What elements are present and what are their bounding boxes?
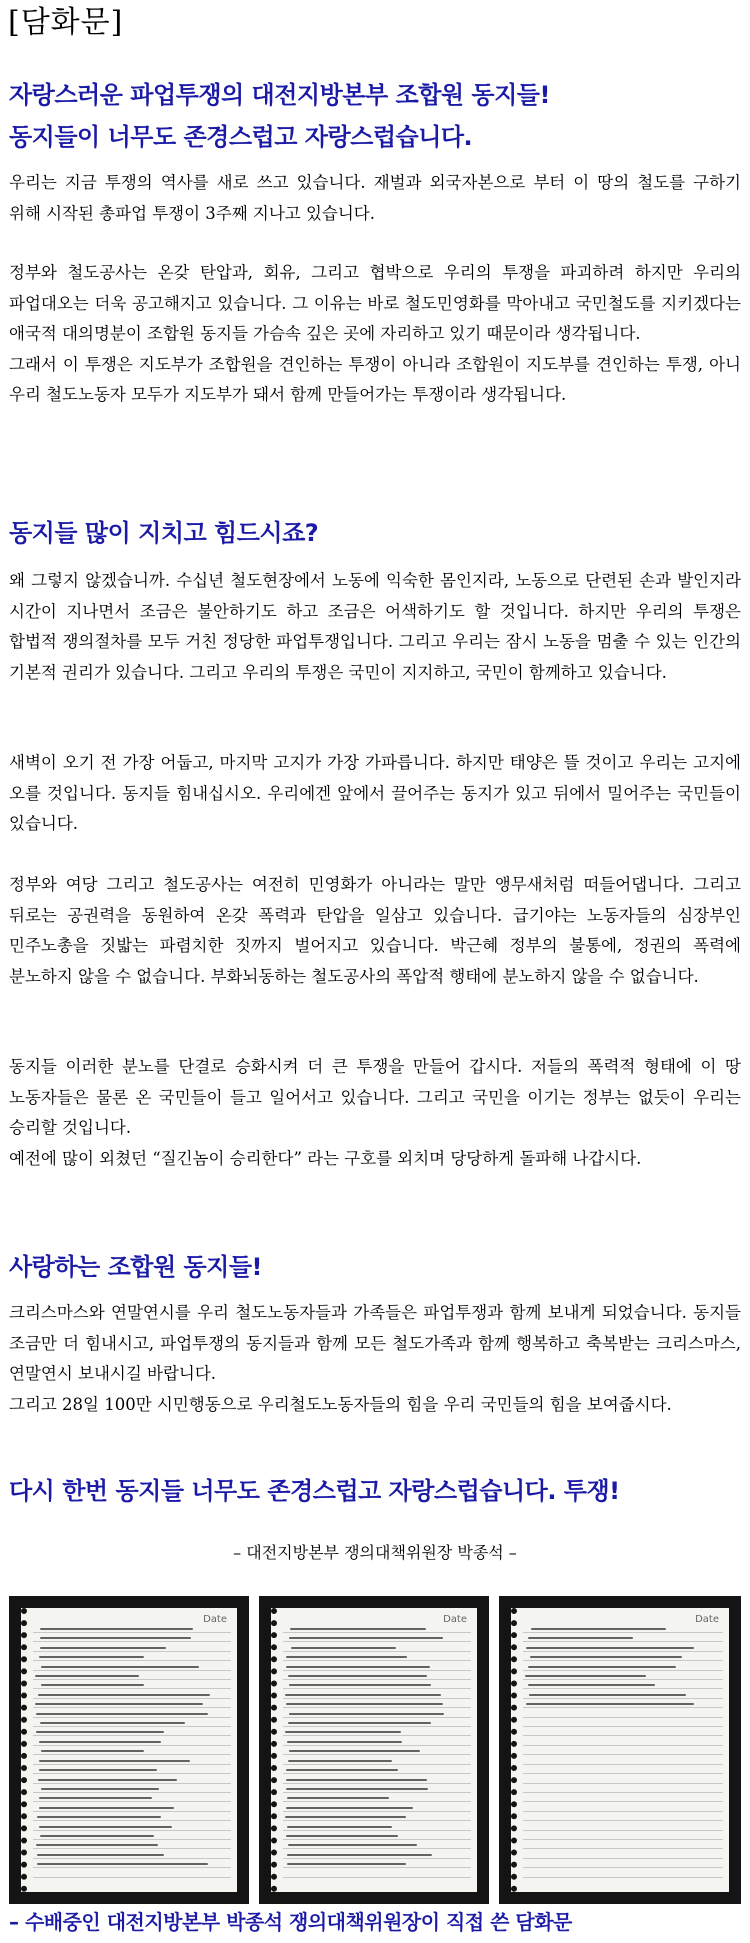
paper-rule-line: [523, 1801, 723, 1802]
handwriting-stroke: [39, 1807, 174, 1809]
paper-rule-line: [283, 1745, 471, 1746]
handwriting-stroke: [35, 1703, 202, 1705]
handwriting-stroke: [288, 1675, 427, 1677]
handwriting-stroke: [41, 1750, 145, 1752]
handwriting-stroke: [528, 1684, 655, 1686]
paragraph-7: [9, 1052, 741, 1174]
paper-rule-line: [523, 1811, 723, 1812]
paper-rule-line: [523, 1632, 723, 1633]
paper-rule-line: [283, 1754, 471, 1755]
paragraph-9: [9, 1298, 741, 1420]
paragraph-text: 그래서 이 투쟁은 지도부가 조합원을 견인하는 투쟁이 아니라 조합원이 지도부를 견인하는 투쟁, 아니 우리 철도노동자 모두가 지도부가 돼서 함께 만들어가는 투쟁이라 생각됩니다.: [9, 354, 741, 405]
handwriting-stroke: [40, 1637, 191, 1639]
handwriting-stroke: [288, 1722, 431, 1724]
paper-rule-line: [33, 1783, 231, 1784]
handwriting-stroke: [286, 1788, 428, 1790]
paragraph-2: [9, 258, 741, 411]
paragraph-text: 크리스마스와 연말연시를 우리 철도노동자들과 가족들은 파업투쟁과 함께 보내게 되었습니다. 동지들 조금만 더 힘내시고, 파업투쟁의 동지들과 함께 모든 철도가족과 함께 행복하고 축복받는 크리스마스, 연말연시 보내시길 바랍니다.: [9, 1303, 741, 1384]
paper-rule-line: [283, 1670, 471, 1671]
handwriting-stroke: [40, 1628, 193, 1630]
paper-rule-line: [283, 1717, 471, 1718]
headline-line-1: 자랑스러운 파업투쟁의 대전지방본부 조합원 동지들!: [9, 81, 550, 109]
paper-rule-line: [523, 1783, 723, 1784]
handwritten-page-photo-3: [499, 1596, 741, 1904]
paper-rule-line: [33, 1811, 231, 1812]
paper-rule-line: [523, 1773, 723, 1774]
paper-rule-line: [283, 1792, 471, 1793]
section-heading-1: 동지들 많이 지치고 힘드시죠?: [9, 519, 319, 547]
paper-rule-line: [33, 1792, 231, 1793]
paper-rule-line: [283, 1783, 471, 1784]
paper-rule-line: [283, 1698, 471, 1699]
headline-line-2: 동지들이 너무도 존경스럽고 자랑스럽습니다.: [9, 123, 473, 151]
paper-rule-line: [523, 1735, 723, 1736]
paper-rule-line: [283, 1839, 471, 1840]
handwriting-stroke: [287, 1826, 392, 1828]
paper-rule-line: [283, 1726, 471, 1727]
handwriting-stroke: [39, 1741, 161, 1743]
handwriting-stroke: [286, 1807, 413, 1809]
paragraph-text: 새벽이 오기 전 가장 어둡고, 마지막 고지가 가장 가파릅니다. 하지만 태양은 뜰 것이고 우리는 고지에 오를 것입니다. 동지들 힘내십시오. 우리에겐 앞에서 끌어주는 동지가 있고 뒤에서 밀어주는 국민들이 있습니다.: [9, 753, 741, 834]
handwriting-stroke: [39, 1797, 153, 1799]
paper-rule-line: [33, 1877, 231, 1878]
paper-rule-line: [523, 1764, 723, 1765]
paper-rule-line: [523, 1688, 723, 1689]
paper-rule-line: [283, 1830, 471, 1831]
paper-rule-line: [33, 1830, 231, 1831]
handwriting-stroke: [40, 1722, 186, 1724]
handwriting-stroke: [289, 1684, 431, 1686]
paragraph-text: 우리는 지금 투쟁의 역사를 새로 쓰고 있습니다. 재벌과 외국자본으로 부터 이 땅의 철도를 구하기 위해 시작된 총파업 투쟁이 3주째 지나고 있습니다.: [9, 173, 741, 223]
paragraph-text: 그리고 28일 100만 시민행동으로 우리철도노동자들의 힘을 우리 국민들의 힘을 보여줍시다.: [9, 1394, 672, 1414]
handwriting-stroke: [40, 1647, 166, 1649]
handwriting-stroke: [289, 1637, 443, 1639]
handwriting-stroke: [39, 1760, 190, 1762]
paper-rule-line: [283, 1801, 471, 1802]
paragraph-4: [9, 566, 741, 688]
paper-rule-line: [33, 1651, 231, 1652]
handwriting-stroke: [289, 1713, 444, 1715]
paper-rule-line: [523, 1717, 723, 1718]
paper-rule-line: [33, 1660, 231, 1661]
handwriting-stroke: [39, 1826, 171, 1828]
paper-rule-line: [523, 1830, 723, 1831]
paper-rule-line: [283, 1735, 471, 1736]
paper-rule-line: [523, 1839, 723, 1840]
paper-rule-line: [523, 1792, 723, 1793]
paper-rule-line: [33, 1641, 231, 1642]
paper-rule-line: [523, 1754, 723, 1755]
paper-rule-line: [283, 1679, 471, 1680]
paragraph-1: [9, 168, 741, 229]
handwriting-stroke: [39, 1656, 144, 1658]
handwriting-stroke: [525, 1675, 646, 1677]
handwriting-stroke: [288, 1844, 417, 1846]
paper-rule-line: [33, 1773, 231, 1774]
paper-rule-line: [523, 1660, 723, 1661]
paragraph-text: 정부와 철도공사는 온갖 탄압과, 회유, 그리고 협박으로 우리의 투쟁을 파괴하려 하지만 우리의 파업대오는 더욱 공고해지고 있습니다. 그 이유는 바로 철도민영화를 막아내고 국민철도를 지키겠다는 애국적 대의명분이 조합원 동지들 가슴속 깊은 곳에 자리하고 있기 때문이라 생각됩니다.: [9, 263, 741, 344]
paragraph-text: 예전에 많이 외쳤던 “질긴놈이 승리한다” 라는 구호를 외치며 당당하게 돌파해 나갑시다.: [9, 1148, 642, 1168]
handwriting-stroke: [37, 1863, 208, 1865]
handwriting-stroke: [290, 1628, 426, 1630]
paper-rule-line: [33, 1679, 231, 1680]
handwriting-stroke: [289, 1750, 420, 1752]
paper-rule-line: [33, 1867, 231, 1868]
paragraph-text: 동지들 이러한 분노를 단결로 승화시켜 더 큰 투쟁을 만들어 갑시다. 저들의 폭력적 형태에 이 땅 노동자들은 물론 온 국민들이 들고 일어서고 있습니다. 그리고 국민을 이기는 정부는 없듯이 우리는 승리할 것입니다.: [9, 1057, 741, 1138]
handwriting-stroke: [286, 1779, 426, 1781]
paper-rule-line: [33, 1717, 231, 1718]
paper-rule-line: [33, 1707, 231, 1708]
paper-rule-line: [523, 1858, 723, 1859]
paper-rule-line: [283, 1877, 471, 1878]
paper-sheet: [21, 1608, 237, 1892]
date-label: Date: [203, 1614, 227, 1625]
paper-rule-line: [33, 1858, 231, 1859]
paper-rule-line: [33, 1754, 231, 1755]
paper-rule-line: [33, 1764, 231, 1765]
paper-rule-line: [283, 1632, 471, 1633]
handwriting-stroke: [529, 1694, 687, 1696]
paper-rule-line: [523, 1651, 723, 1652]
paper-rule-line: [523, 1698, 723, 1699]
handwriting-stroke: [40, 1835, 154, 1837]
paragraph-5: [9, 748, 741, 840]
photo-caption: – 수배중인 대전지방본부 박종석 쟁의대책위원장이 직접 쓴 담화문: [9, 1910, 572, 1934]
paper-rule-line: [523, 1707, 723, 1708]
paper-sheet: [271, 1608, 477, 1892]
handwriting-stroke: [287, 1863, 407, 1865]
handwriting-stroke: [38, 1779, 177, 1781]
paper-rule-line: [523, 1867, 723, 1868]
handwriting-stroke: [36, 1713, 208, 1715]
paper-rule-line: [33, 1735, 231, 1736]
handwriting-stroke: [287, 1854, 432, 1856]
paper-rule-line: [283, 1641, 471, 1642]
paper-rule-line: [283, 1773, 471, 1774]
handwritten-page-photo-1: [9, 1596, 249, 1904]
handwriting-stroke: [286, 1835, 398, 1837]
paper-rule-line: [283, 1858, 471, 1859]
handwriting-stroke: [291, 1647, 396, 1649]
paper-rule-line: [283, 1688, 471, 1689]
handwriting-stroke: [285, 1694, 440, 1696]
paper-rule-line: [33, 1698, 231, 1699]
paper-rule-line: [523, 1670, 723, 1671]
handwriting-stroke: [287, 1741, 403, 1743]
paper-rule-line: [283, 1660, 471, 1661]
paper-rule-line: [33, 1726, 231, 1727]
section-heading-3: 다시 한번 동지들 너무도 존경스럽고 자랑스럽습니다. 투쟁!: [9, 1477, 620, 1505]
document-label: [담화문]: [8, 5, 124, 40]
date-label: Date: [695, 1614, 719, 1625]
handwriting-stroke: [285, 1731, 401, 1733]
handwriting-stroke: [37, 1854, 164, 1856]
handwriting-stroke: [530, 1656, 682, 1658]
paper-rule-line: [283, 1848, 471, 1849]
paper-rule-line: [283, 1764, 471, 1765]
handwriting-stroke: [285, 1816, 406, 1818]
signature-line: – 대전지방본부 쟁의대책위원장 박종석 –: [233, 1543, 517, 1562]
paper-rule-line: [523, 1726, 723, 1727]
paper-rule-line: [283, 1811, 471, 1812]
paper-rule-line: [33, 1848, 231, 1849]
handwriting-stroke: [38, 1694, 210, 1696]
handwritten-page-photo-2: [259, 1596, 489, 1904]
handwriting-stroke: [39, 1769, 157, 1771]
handwriting-stroke: [286, 1769, 399, 1771]
handwriting-stroke: [287, 1797, 389, 1799]
paper-rule-line: [33, 1745, 231, 1746]
paper-rule-line: [283, 1707, 471, 1708]
paper-sheet: [511, 1608, 729, 1892]
handwriting-stroke: [41, 1666, 199, 1668]
handwriting-stroke: [528, 1637, 633, 1639]
handwriting-stroke: [288, 1760, 391, 1762]
handwriting-stroke: [286, 1656, 407, 1658]
handwriting-stroke: [41, 1788, 159, 1790]
handwriting-stroke: [36, 1844, 157, 1846]
paper-rule-line: [523, 1877, 723, 1878]
handwriting-stroke: [286, 1666, 430, 1668]
paper-rule-line: [33, 1820, 231, 1821]
handwriting-stroke: [37, 1816, 161, 1818]
handwriting-stroke: [526, 1647, 695, 1649]
paragraph-text: 정부와 여당 그리고 철도공사는 여전히 민영화가 아니라는 말만 앵무새처럼 떠들어댑니다. 그리고 뒤로는 공권력을 동원하여 온갖 폭력과 탄압을 일삼고 있습니다. 급기야는 노동자들의 심장부인 민주노총을 짓밟는 파렴치한 짓까지 벌어지고 있습니다. 박근혜 정부의 불통에, 정권의 폭력에 분노하지 않을 수 없습니다. 부화뇌동하는 철도공사의 폭압적 행태에 분노하지 않을 수 없습니다.: [9, 875, 741, 986]
paper-rule-line: [283, 1820, 471, 1821]
paper-rule-line: [523, 1848, 723, 1849]
handwriting-stroke: [526, 1703, 693, 1705]
handwriting-stroke: [41, 1684, 144, 1686]
paper-rule-line: [523, 1820, 723, 1821]
handwriting-stroke: [35, 1675, 139, 1677]
handwriting-stroke: [531, 1628, 667, 1630]
paper-rule-line: [283, 1867, 471, 1868]
handwriting-stroke: [528, 1666, 676, 1668]
paragraph-text: 왜 그렇지 않겠습니까. 수십년 철도현장에서 노동에 익숙한 몸인지라, 노동으로 단련된 손과 발인지라 시간이 지나면서 조금은 불안하기도 하고 조금은 어색하기도 할 것입니다. 하지만 우리의 투쟁은 합법적 쟁의절차를 모두 거친 정당한 파업투쟁입니다. 그리고 우리는 잠시 노동을 멈출 수 있는 인간의 기본적 권리가 있습니다. 그리고 우리의 투쟁은 국민이 지지하고, 국민이 함께하고 있습니다.: [9, 571, 741, 682]
paper-rule-line: [33, 1670, 231, 1671]
section-heading-2: 사랑하는 조합원 동지들!: [9, 1253, 262, 1281]
headline-block: [9, 74, 741, 158]
paper-rule-line: [33, 1632, 231, 1633]
paper-rule-line: [33, 1801, 231, 1802]
handwriting-stroke: [286, 1703, 444, 1705]
date-label: Date: [443, 1614, 467, 1625]
paragraph-6: [9, 870, 741, 992]
handwritten-statement-photos: [9, 1596, 741, 1904]
paper-rule-line: [33, 1688, 231, 1689]
paper-rule-line: [523, 1679, 723, 1680]
paper-rule-line: [283, 1651, 471, 1652]
handwriting-stroke: [36, 1731, 164, 1733]
paper-rule-line: [33, 1839, 231, 1840]
paper-rule-line: [523, 1745, 723, 1746]
paper-rule-line: [523, 1641, 723, 1642]
